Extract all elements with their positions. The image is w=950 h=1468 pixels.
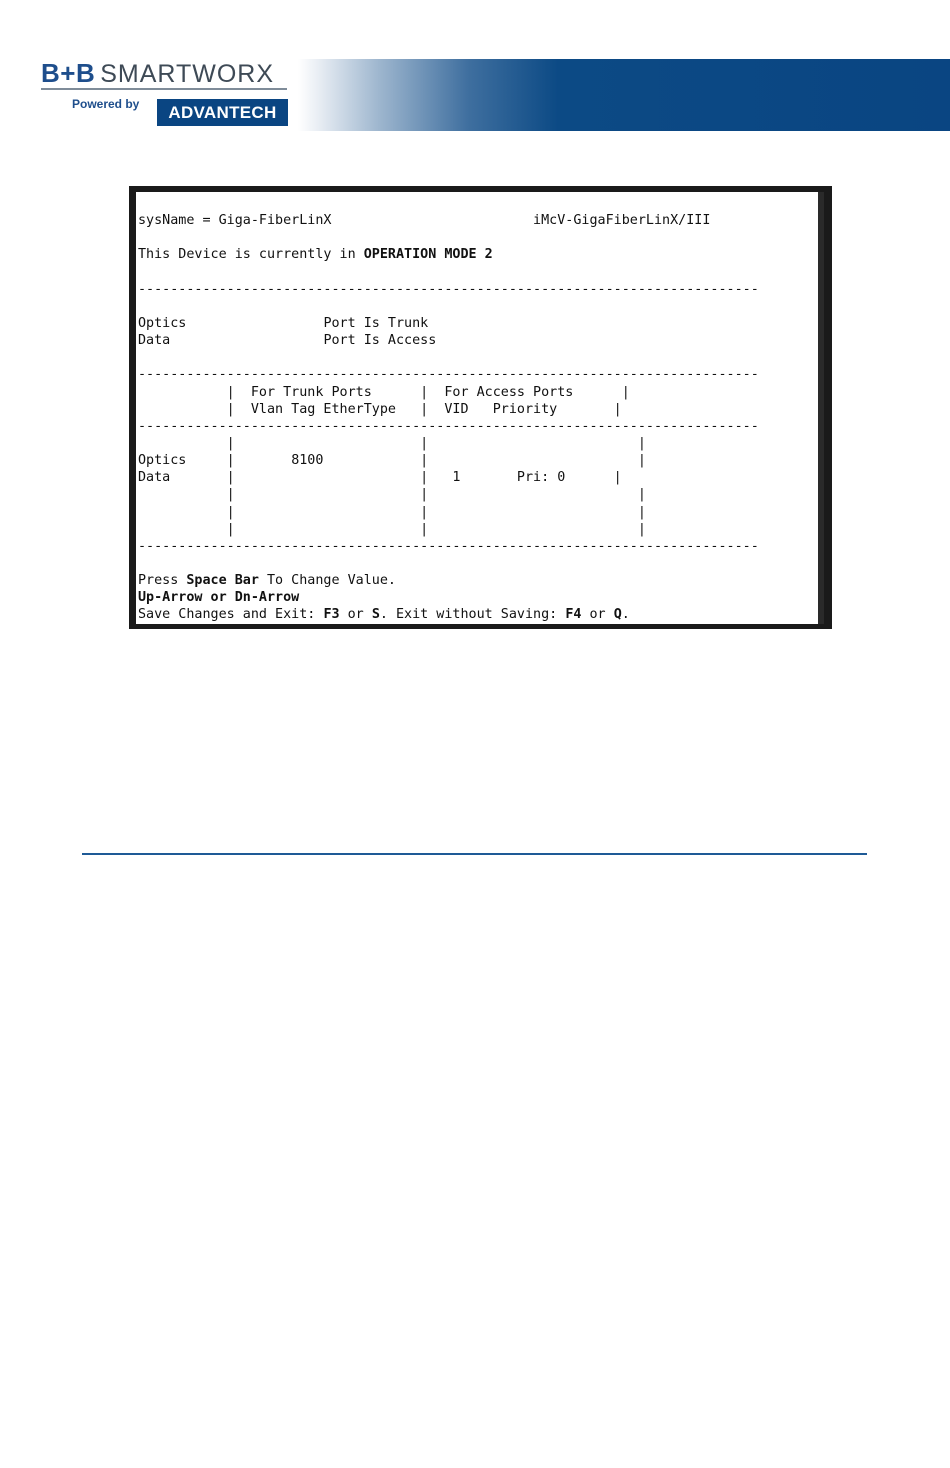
- powered-by-label: Powered by: [72, 97, 140, 111]
- port-mode-value[interactable]: Port Is Access: [323, 333, 437, 349]
- page-divider: [82, 853, 867, 855]
- help-text: .: [621, 607, 630, 623]
- help-line-2: Up-Arrow or Dn-Arrow: [138, 590, 300, 606]
- key-q: Q: [613, 607, 622, 623]
- mode-line: [138, 246, 759, 263]
- divider-3: -----------------------------------------------------------------------------: [138, 418, 759, 434]
- sysname: sysName = Giga-FiberLinX: [138, 213, 332, 229]
- key-f4: F4: [565, 607, 582, 623]
- help-text: . Exit without Saving:: [379, 607, 566, 623]
- vid-header: VID: [444, 401, 469, 417]
- advantech-logo: ADVANTECH: [157, 99, 288, 126]
- title-line: [138, 212, 759, 229]
- table-header-1: | For Trunk Ports | For Access Ports |: [138, 384, 630, 400]
- logo-bb: B+B: [41, 58, 96, 88]
- terminal-text: sysName = Giga-FiberLinX iMcV-GigaFiberLinX/III This Device is currently in OPERATION MODE 2 ----------------------------------------------------------------------------- Optics Port Is Trunk Data Port Is Access ----------------------------------------------------------------------------- | For Trunk Ports | For Access Ports | | Vlan Tag EtherType | VID Priority | ----------------------------------------------------------------------------- | | | Optics | 8100 | | Data | | 1 Pri: 0 | | | | | | | | | | ----------------------------------------------------------------------------- Press Space Bar To Change Value. Up-Arrow or Dn-Arrow Save Changes and Exit: F3 or S. Exit without Saving: F4 or Q.: [138, 213, 759, 623]
- help-line-1: [138, 572, 759, 589]
- terminal-scrollbar[interactable]: [818, 192, 824, 624]
- divider-1: -----------------------------------------------------------------------------: [138, 281, 759, 297]
- help-text: or: [581, 607, 614, 623]
- row-name: Optics: [138, 453, 187, 469]
- device-model: iMcV-GigaFiberLinX/III: [533, 213, 711, 229]
- logo-smartworx: SMARTWORX: [100, 60, 275, 88]
- access-header: For Access Ports: [444, 384, 574, 400]
- logo-divider: [41, 88, 287, 90]
- trunk-header: For Trunk Ports: [250, 384, 372, 400]
- divider-4: -----------------------------------------------------------------------------: [138, 538, 759, 554]
- help-text: Press: [138, 573, 187, 589]
- table-header-2: | Vlan Tag EtherType | VID Priority |: [138, 401, 622, 417]
- terminal-window: [129, 186, 832, 629]
- divider-2: -----------------------------------------------------------------------------: [138, 367, 759, 383]
- key-s: S: [371, 607, 380, 623]
- vid-value[interactable]: 1: [452, 470, 461, 486]
- key-space-bar: Space Bar: [186, 573, 259, 589]
- help-text: To Change Value.: [258, 573, 396, 589]
- priority-header: Priority: [492, 401, 558, 417]
- operation-mode: OPERATION MODE 2: [363, 247, 493, 263]
- row-name: Data: [138, 470, 171, 486]
- ethertype-header: Vlan Tag EtherType: [250, 401, 396, 417]
- port-name: Optics: [138, 316, 187, 331]
- port-mode-row[interactable]: [138, 332, 759, 349]
- table-row[interactable]: Data | | 1 Pri: 0 |: [138, 470, 622, 486]
- help-line-3: [138, 606, 759, 623]
- key-f3: F3: [323, 607, 340, 623]
- priority-value[interactable]: Pri: 0: [516, 470, 566, 486]
- port-mode-value[interactable]: Port Is Trunk: [323, 316, 429, 331]
- port-mode-row[interactable]: [138, 315, 759, 332]
- help-text: or: [339, 607, 372, 623]
- ethertype-value[interactable]: 8100: [291, 453, 324, 469]
- terminal-screen: [136, 192, 824, 624]
- table-row[interactable]: Optics | 8100 | |: [138, 453, 646, 469]
- bb-smartworx-logo: [41, 58, 274, 89]
- mode-prefix: This Device is currently in: [138, 247, 364, 263]
- port-name: Data: [138, 333, 171, 349]
- help-text: Save Changes and Exit:: [138, 607, 324, 623]
